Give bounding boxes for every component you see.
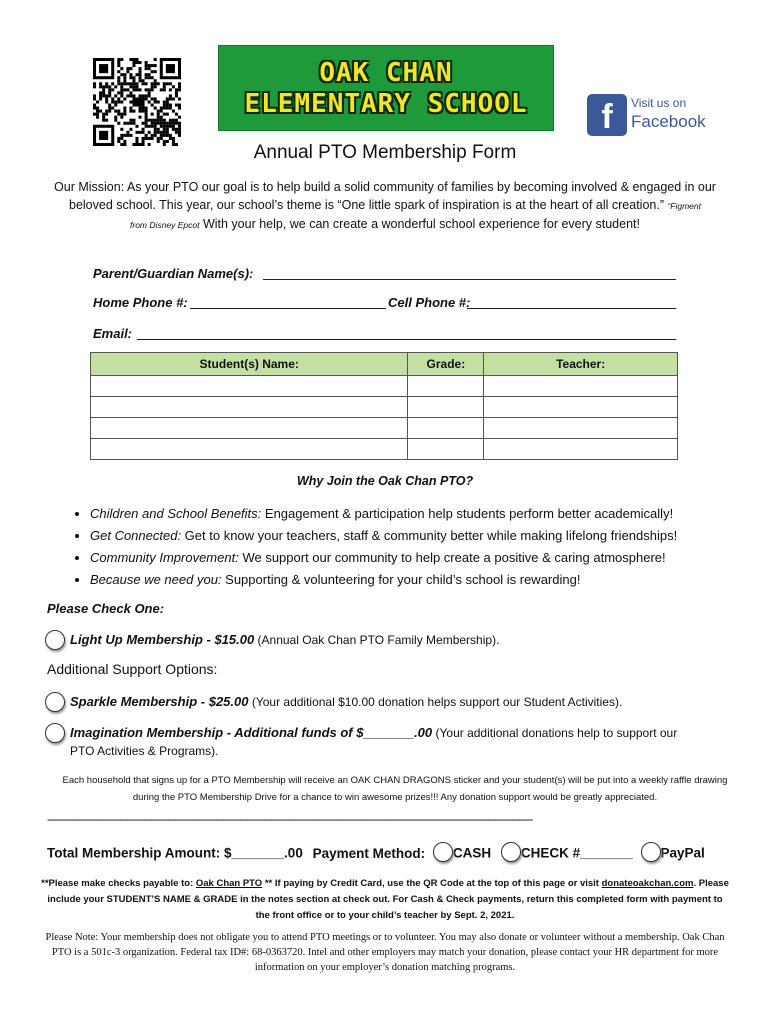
sparkle-radio[interactable]: [45, 692, 65, 712]
footer-note: Please Note: Your membership does not obligate you to attend PTO meetings or to volunteer. You may also donate or volunteer without a membership. Oak Chan PTO is a 501c-3 organization. Federal tax ID#: 68-0363720. Intel and other employers may match your donation, please contact your HR department for more information on your employer’s donation matching programs.: [45, 932, 725, 973]
student-name-cell[interactable]: [91, 439, 408, 460]
mission-text-end: With your help, we can create a wonderful school experience for every student!: [199, 217, 640, 231]
payment-instructions: [40, 876, 730, 924]
facebook-link[interactable]: [587, 94, 705, 136]
light-up-option: [70, 632, 499, 647]
table-row: [91, 397, 678, 418]
sparkle-label: Sparkle Membership - $25.00: [70, 694, 249, 709]
list-item: [90, 525, 770, 547]
teacher-cell[interactable]: [484, 439, 678, 460]
benefit-text: Get to know your teachers, staff & community better while making lifelong friendships!: [181, 528, 678, 543]
list-item: [90, 569, 770, 591]
list-item: [90, 503, 770, 525]
list-item: [90, 547, 770, 569]
donate-website-link[interactable]: donateoakchan.com: [601, 878, 694, 889]
school-logo-banner: [218, 45, 554, 131]
teacher-cell[interactable]: [484, 376, 678, 397]
table-row: [91, 418, 678, 439]
household-info-text: Each household that signs up for a PTO Membership will receive an OAK CHAN DRAGONS sticker and your student(s) will be put into a weekly raffle drawing during the PTO Membership Drive for a chance to win awesome prizes!!! Any donation support would be greatly appreciated.: [62, 775, 728, 803]
check-label: CHECK #_______: [520, 845, 633, 861]
why-join-heading: Why Join the Oak Chan PTO?: [296, 474, 474, 488]
cash-radio[interactable]: [433, 842, 453, 862]
qr-code-icon[interactable]: [93, 58, 181, 146]
check-radio[interactable]: [501, 842, 521, 862]
payment-instructions-text: **Please make checks payable to:: [41, 878, 196, 889]
payment-row: [47, 844, 705, 864]
imagination-label: Imagination Membership - Additional funds of $_______.00: [70, 725, 433, 740]
parent-name-label: Parent/Guardian Name(s):: [93, 266, 254, 281]
payee-name: Oak Chan PTO: [195, 878, 263, 889]
home-phone-label: Home Phone #:: [93, 295, 188, 310]
payment-method-label: Payment Method:: [312, 845, 426, 861]
email-field[interactable]: [137, 338, 676, 340]
mission-citation: “Figment: [667, 201, 701, 211]
payment-instructions-text: . Please include your STUDENT’S NAME & GRADE in the notes section at check out. For Cash & Check payments, return this completed form with payment to the front office or to your child’s teacher by Sept. 2, 2021.: [47, 878, 729, 921]
grade-header: Grade:: [408, 353, 484, 376]
imagination-note: (Your additional donations help to support our: [432, 726, 678, 740]
page-title: Annual PTO Membership Form: [253, 142, 517, 163]
benefit-text: Supporting & volunteering for your child’s school is rewarding!: [221, 572, 581, 587]
light-up-label: Light Up Membership - $15.00: [70, 632, 255, 647]
imagination-option: [70, 725, 677, 740]
payment-instructions-text: ** If paying by Credit Card, use the QR Code at the top of this page or visit: [262, 878, 602, 889]
email-label: Email:: [93, 326, 133, 341]
teacher-cell[interactable]: [484, 397, 678, 418]
mission-statement: [40, 178, 730, 234]
please-check-label: Please Check One:: [47, 601, 165, 616]
light-up-note: (Annual Oak Chan PTO Family Membership).: [254, 633, 500, 647]
facebook-icon: f: [587, 94, 627, 136]
mission-citation-source: from Disney Epcot: [130, 220, 200, 230]
grade-cell[interactable]: [408, 418, 484, 439]
facebook-visit-text: Visit us on: [631, 96, 687, 110]
cut-line-divider: ------------------------------------------------------------------------------------------------------------------------------------------------------------------: [47, 812, 533, 826]
teacher-header: Teacher:: [484, 353, 678, 376]
cash-label: CASH: [452, 845, 492, 861]
additional-options-label: Additional Support Options:: [47, 661, 218, 677]
student-name-cell[interactable]: [91, 397, 408, 418]
facebook-label: Facebook: [631, 112, 706, 131]
home-phone-field[interactable]: [190, 307, 386, 309]
table-row: [91, 376, 678, 397]
grade-cell[interactable]: [408, 376, 484, 397]
table-row: [91, 439, 678, 460]
parent-name-field[interactable]: [263, 278, 676, 280]
teacher-cell[interactable]: [484, 418, 678, 439]
imagination-radio[interactable]: [45, 723, 65, 743]
benefit-text: Engagement & participation help students perform better academically!: [261, 506, 674, 521]
imagination-note-continued: PTO Activities & Programs).: [70, 744, 219, 758]
cell-phone-label: Cell Phone #:: [388, 295, 471, 310]
mission-text: Our Mission: As your PTO our goal is to help build a solid community of families by becoming involved & engaged in our beloved school. This year, our school’s theme is “One little spark of inspiration is at the heart of all creation.”: [54, 180, 716, 212]
benefit-lead: Children and School Benefits:: [90, 506, 262, 521]
sparkle-option: [70, 694, 622, 709]
benefit-lead: Because we need you:: [90, 572, 222, 587]
student-name-cell[interactable]: [91, 376, 408, 397]
school-name-line2: ELEMENTARY SCHOOL: [244, 89, 528, 119]
benefits-list: [66, 503, 770, 591]
student-name-cell[interactable]: [91, 418, 408, 439]
paypal-label: PayPal: [660, 845, 705, 861]
light-up-radio[interactable]: [45, 630, 65, 650]
sparkle-note: (Your additional $10.00 donation helps support our Student Activities).: [248, 695, 623, 709]
table-header-row: [91, 353, 678, 376]
students-table: [90, 352, 678, 460]
school-name-line1: OAK CHAN: [319, 58, 453, 88]
grade-cell[interactable]: [408, 397, 484, 418]
paypal-radio[interactable]: [641, 842, 661, 862]
benefit-lead: Community Improvement:: [90, 550, 239, 565]
grade-cell[interactable]: [408, 439, 484, 460]
student-name-header: Student(s) Name:: [91, 353, 408, 376]
benefit-lead: Get Connected:: [90, 528, 182, 543]
total-amount-label[interactable]: Total Membership Amount: $_______.00: [47, 845, 303, 861]
benefit-text: We support our community to help create a positive & caring atmosphere!: [238, 550, 666, 565]
cell-phone-field[interactable]: [467, 307, 676, 309]
